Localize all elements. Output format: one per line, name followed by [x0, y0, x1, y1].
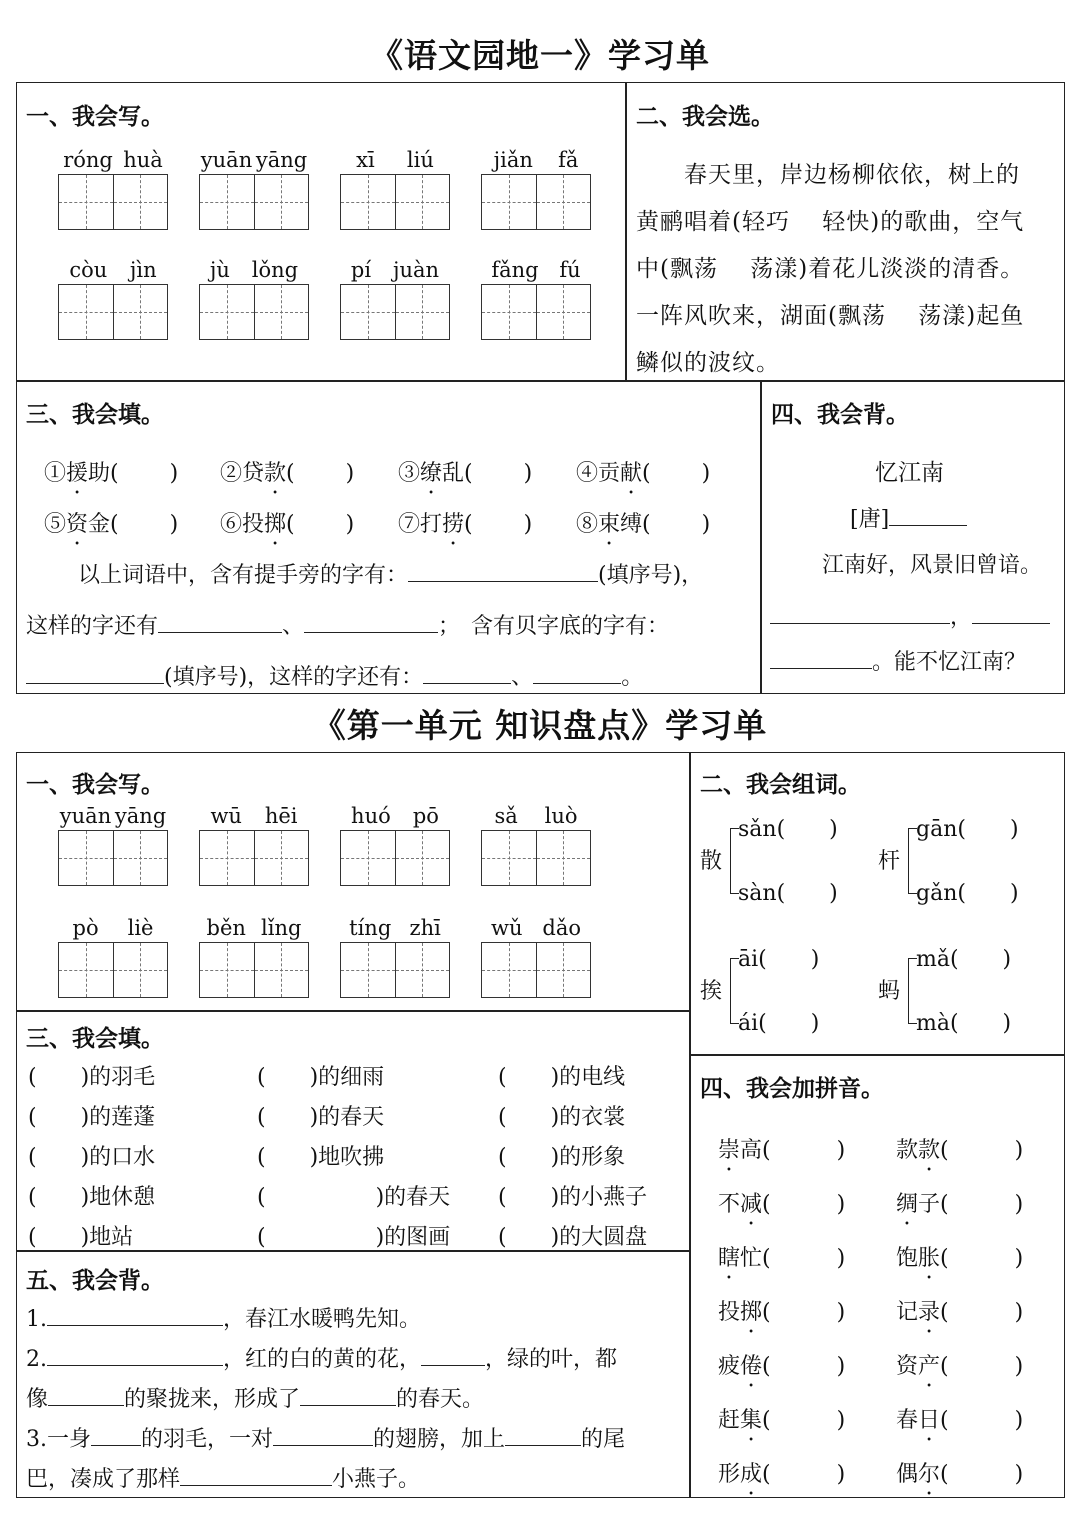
poem-line: 江南好，风景旧曾谙。 — [822, 553, 1043, 578]
dotted-char: 缭 — [420, 461, 443, 486]
dotted-char: 产 — [918, 1354, 941, 1379]
pinyin-syllable: pò — [72, 916, 99, 940]
dotted-char: 减 — [740, 1192, 763, 1217]
section-heading: 二、我会组词。 — [700, 771, 861, 798]
section-heading: 三、我会填。 — [26, 1025, 164, 1052]
answer-blank[interactable] — [770, 605, 950, 624]
answer-paren[interactable]: ( ) — [940, 1300, 1024, 1325]
recite-line-2 — [26, 1342, 617, 1373]
pinyin-syllable: yuān — [200, 148, 253, 172]
tianzige-box[interactable] — [481, 174, 591, 230]
text: ，绿的叶，都 — [485, 1347, 618, 1372]
author-blank[interactable] — [889, 507, 967, 526]
tianzige-box[interactable] — [340, 942, 450, 998]
tianzige-cell[interactable] — [59, 175, 113, 229]
text: ， — [950, 605, 973, 630]
tianzige-box[interactable] — [199, 284, 309, 340]
section-heading: 二、我会选。 — [636, 103, 774, 130]
tianzige-cell[interactable] — [59, 943, 113, 997]
word-char: 形 — [718, 1462, 741, 1487]
answer-paren[interactable]: ( ) — [940, 1354, 1024, 1379]
tianzige-box[interactable] — [199, 174, 309, 230]
reading-b[interactable]: ái( ) — [738, 1011, 820, 1036]
item-text: ② — [220, 461, 243, 486]
item-text: ⑧ — [576, 512, 599, 537]
answer-paren[interactable]: ( ) — [762, 1246, 846, 1271]
pinyin-syllable: yuān — [59, 804, 112, 828]
dotted-char: 集 — [740, 1408, 763, 1433]
recite-line-1 — [26, 1302, 421, 1333]
word-char: 投 — [718, 1300, 741, 1325]
answer-paren[interactable]: ( ) — [642, 461, 711, 486]
item-text: 贷 — [242, 461, 265, 486]
fill-line-1 — [78, 558, 703, 589]
pinyin-label — [199, 258, 309, 282]
answer-blank[interactable] — [158, 614, 282, 633]
word-char: 高 — [740, 1138, 763, 1163]
tianzige-cell[interactable] — [59, 831, 113, 885]
poem-title: 忆江南 — [875, 460, 944, 486]
pinyin-syllable: pí — [350, 258, 372, 282]
fill-item — [44, 507, 178, 538]
tianzige-box[interactable] — [199, 830, 309, 886]
base-char: 蚂 — [878, 979, 901, 1004]
pinyin-syllable: jù — [209, 258, 230, 282]
fill-phrase[interactable]: ( )地吹拂 — [257, 1145, 385, 1170]
pinyin-syllable: jiǎn — [493, 148, 533, 172]
pinyin-label — [340, 148, 450, 172]
pinyin-label — [340, 916, 450, 940]
tianzige-cell[interactable] — [536, 943, 591, 997]
answer-paren[interactable]: ( ) — [464, 512, 533, 537]
text: 。能不忆江南？ — [872, 650, 1027, 675]
pinyin-word — [896, 1457, 1023, 1488]
pinyin-word — [896, 1403, 1023, 1434]
pinyin-syllable: huà — [123, 148, 163, 172]
text: 、 — [511, 665, 534, 690]
tianzige-cell[interactable] — [395, 175, 450, 229]
text: 的聚拢来，形成了 — [124, 1387, 301, 1412]
pinyin-word — [896, 1349, 1023, 1380]
reading-a[interactable]: gān( ) — [916, 817, 1019, 842]
answer-blank[interactable] — [304, 614, 438, 633]
pinyin-syllable: lǐng — [261, 916, 302, 940]
answer-blank[interactable] — [26, 665, 164, 684]
dotted-char: 尔 — [918, 1462, 941, 1487]
pinyin-syllable: liú — [406, 148, 434, 172]
fill-item — [220, 456, 354, 487]
pinyin-label — [199, 916, 309, 940]
word-char: 款 — [896, 1138, 919, 1163]
fill-phrase[interactable]: ( )的细雨 — [257, 1065, 385, 1090]
pinyin-syllable: fú — [559, 258, 581, 282]
passage-line: 春天里，岸边杨柳依依，树上的 — [684, 162, 1020, 188]
text: 这样的字还有 — [26, 614, 159, 639]
answer-paren[interactable]: ( ) — [762, 1192, 846, 1217]
fill-phrase[interactable]: ( )的春天 — [257, 1185, 451, 1210]
pinyin-syllable: jìn — [129, 258, 157, 282]
tianzige-cell[interactable] — [200, 285, 254, 339]
dotted-char: 成 — [740, 1462, 763, 1487]
answer-blank[interactable] — [300, 1387, 396, 1406]
pinyin-syllable: còu — [69, 258, 108, 282]
text: (填序号)，这样的字还有： — [164, 665, 424, 690]
dotted-char: 献 — [620, 461, 643, 486]
text: 小燕子。 — [332, 1467, 421, 1492]
pinyin-word — [896, 1241, 1023, 1272]
fill-item — [576, 507, 710, 538]
reading-b[interactable]: sàn( ) — [738, 881, 838, 906]
item-text: 投 — [242, 512, 265, 537]
text: ，春江水暖鸭先知。 — [223, 1307, 422, 1332]
dotted-char: 掷 — [264, 512, 287, 537]
pinyin-label — [199, 804, 309, 828]
fill-line-2 — [26, 609, 669, 640]
section-heading: 五、我会背。 — [26, 1267, 164, 1294]
tianzige-cell[interactable] — [341, 943, 395, 997]
tianzige-cell[interactable] — [59, 285, 113, 339]
fill-item — [398, 456, 532, 487]
item-text: ④ — [576, 461, 599, 486]
answer-paren[interactable]: ( ) — [940, 1246, 1024, 1271]
tianzige-cell[interactable] — [482, 285, 536, 339]
pinyin-syllable: tíng — [349, 916, 392, 940]
pinyin-syllable: zhī — [409, 916, 441, 940]
tianzige-cell[interactable] — [254, 285, 309, 339]
pinyin-word — [718, 1133, 845, 1164]
pinyin-word — [896, 1133, 1023, 1164]
tianzige-cell[interactable] — [482, 831, 536, 885]
reading-a[interactable]: mǎ( ) — [916, 947, 1012, 972]
dotted-char: 款 — [918, 1138, 941, 1163]
item-text: ③ — [398, 461, 421, 486]
dotted-char: 束 — [598, 512, 621, 537]
poem-line — [770, 645, 1026, 676]
pinyin-word — [718, 1349, 845, 1380]
tianzige-cell[interactable] — [536, 175, 591, 229]
answer-paren[interactable]: ( ) — [762, 1462, 846, 1487]
tianzige-cell[interactable] — [341, 831, 395, 885]
fill-item — [220, 507, 354, 538]
fill-phrase[interactable]: ( )的小燕子 — [498, 1185, 648, 1210]
answer-blank[interactable] — [47, 1307, 223, 1326]
answer-paren[interactable]: ( ) — [110, 512, 179, 537]
pinyin-syllable: běn — [206, 916, 246, 940]
word-char: 子 — [918, 1192, 941, 1217]
word-char: 赶 — [718, 1408, 741, 1433]
item-text: 乱 — [442, 461, 465, 486]
fill-phrase[interactable]: ( )的电线 — [498, 1065, 626, 1090]
tianzige-cell[interactable] — [113, 831, 168, 885]
item-text: ① — [44, 461, 67, 486]
answer-paren[interactable]: ( ) — [642, 512, 711, 537]
answer-blank[interactable] — [421, 1347, 485, 1366]
answer-paren[interactable]: ( ) — [762, 1300, 846, 1325]
text: 的尾 — [581, 1427, 626, 1452]
pinyin-syllable: xī — [356, 148, 375, 172]
dotted-char: 掷 — [740, 1300, 763, 1325]
pinyin-syllable: huó — [351, 804, 391, 828]
fill-phrase[interactable]: ( )的形象 — [498, 1145, 626, 1170]
word-char: 忙 — [740, 1246, 763, 1271]
pinyin-word — [718, 1241, 845, 1272]
answer-blank[interactable] — [47, 1347, 223, 1366]
section-heading: 三、我会填。 — [26, 401, 164, 428]
tianzige-cell[interactable] — [482, 175, 536, 229]
pinyin-syllable: liè — [127, 916, 154, 940]
text: 2. — [26, 1347, 47, 1372]
tianzige-box[interactable] — [481, 942, 591, 998]
pinyin-label — [58, 804, 168, 828]
base-char: 散 — [700, 849, 723, 874]
section-heading: 四、我会背。 — [771, 401, 909, 428]
fill-line-3 — [26, 660, 643, 691]
answer-paren[interactable]: ( ) — [762, 1354, 846, 1379]
reading-b[interactable]: mà( ) — [916, 1011, 1012, 1036]
tianzige-box[interactable] — [58, 284, 168, 340]
text: 1. — [26, 1307, 47, 1332]
tianzige-cell[interactable] — [113, 175, 168, 229]
reading-a[interactable]: sǎn( ) — [738, 817, 838, 842]
tianzige-cell[interactable] — [341, 175, 395, 229]
worksheet-title-2: 《第一单元 知识盘点》学习单 — [312, 706, 768, 745]
tianzige-cell[interactable] — [395, 831, 450, 885]
pinyin-label — [481, 916, 591, 940]
answer-paren[interactable]: ( ) — [762, 1408, 846, 1433]
dotted-char: 胀 — [918, 1246, 941, 1271]
text: 以上词语中，含有提手旁的字有： — [78, 563, 409, 588]
dotted-char: 资 — [66, 512, 89, 537]
word-char: 饱 — [896, 1246, 919, 1271]
fill-phrase[interactable]: ( )地休憩 — [28, 1185, 156, 1210]
text: 的翅膀，加上 — [373, 1427, 506, 1452]
tianzige-box[interactable] — [481, 284, 591, 340]
pinyin-word — [718, 1403, 845, 1434]
fill-phrase[interactable]: ( )的口水 — [28, 1145, 156, 1170]
text: 3.一身 — [26, 1427, 91, 1452]
fill-phrase[interactable]: ( )的图画 — [257, 1225, 451, 1250]
tianzige-cell[interactable] — [254, 831, 309, 885]
item-text: 打 — [420, 512, 443, 537]
tianzige-cell[interactable] — [536, 831, 591, 885]
text: (填序号)， — [598, 563, 704, 588]
word-char: 不 — [718, 1192, 741, 1217]
word-char: 记 — [896, 1300, 919, 1325]
item-text: ⑦ — [398, 512, 421, 537]
answer-blank[interactable] — [533, 665, 621, 684]
answer-paren[interactable]: ( ) — [464, 461, 533, 486]
pinyin-syllable: fǎng — [491, 258, 539, 282]
word-char: 偶 — [896, 1462, 919, 1487]
item-text: 金 — [88, 512, 111, 537]
answer-blank[interactable] — [423, 665, 511, 684]
tianzige-box[interactable] — [340, 830, 450, 886]
dotted-char: 日 — [918, 1408, 941, 1433]
base-char: 杆 — [878, 849, 901, 874]
fill-item — [44, 456, 178, 487]
tianzige-box[interactable] — [58, 942, 168, 998]
pinyin-syllable: yāng — [255, 148, 308, 172]
recite-line-5 — [26, 1462, 420, 1493]
word-char: 春 — [896, 1408, 919, 1433]
pinyin-label — [199, 148, 309, 172]
word-char: 资 — [896, 1354, 919, 1379]
passage-line: 鳞似的波纹。 — [636, 350, 780, 376]
pinyin-word — [718, 1457, 845, 1488]
text: 。 — [621, 665, 644, 690]
pinyin-syllable: róng — [63, 148, 113, 172]
tianzige-cell[interactable] — [200, 831, 254, 885]
poem-author — [850, 502, 967, 533]
reading-a[interactable]: āi( ) — [738, 947, 820, 972]
tianzige-box[interactable] — [340, 174, 450, 230]
answer-paren[interactable]: ( ) — [286, 512, 355, 537]
answer-paren[interactable]: ( ) — [110, 461, 179, 486]
text: 、 — [282, 614, 305, 639]
tianzige-cell[interactable] — [200, 175, 254, 229]
answer-blank[interactable] — [91, 1427, 141, 1446]
recite-line-4 — [26, 1422, 625, 1453]
fill-phrase[interactable]: ( )的衣裳 — [498, 1105, 626, 1130]
fill-phrase[interactable]: ( )的春天 — [257, 1105, 385, 1130]
pinyin-label — [481, 804, 591, 828]
item-text: ⑥ — [220, 512, 243, 537]
fill-item — [576, 456, 710, 487]
pinyin-label — [481, 258, 591, 282]
answer-blank[interactable] — [505, 1427, 581, 1446]
dotted-char: 倦 — [740, 1354, 763, 1379]
answer-blank[interactable] — [408, 563, 598, 582]
text: ； 含有贝字底的字有： — [438, 614, 670, 639]
pinyin-syllable: sǎ — [494, 804, 518, 828]
tianzige-cell[interactable] — [482, 943, 536, 997]
pinyin-syllable: hēi — [264, 804, 298, 828]
dotted-char: 绸 — [896, 1192, 919, 1217]
pinyin-syllable: wǔ — [490, 916, 523, 940]
section-heading: 一、我会写。 — [26, 771, 164, 798]
reading-b[interactable]: gǎn( ) — [916, 881, 1019, 906]
pinyin-label — [340, 804, 450, 828]
answer-paren[interactable]: ( ) — [940, 1192, 1024, 1217]
pinyin-syllable: lǒng — [251, 258, 299, 282]
section-heading: 一、我会写。 — [26, 103, 164, 130]
pinyin-syllable: dǎo — [542, 916, 582, 940]
tianzige-box[interactable] — [58, 830, 168, 886]
tianzige-box[interactable] — [340, 284, 450, 340]
dotted-char: 崇 — [718, 1138, 741, 1163]
pinyin-label — [58, 258, 168, 282]
pinyin-syllable: fǎ — [558, 148, 579, 172]
recite-line-3 — [26, 1382, 484, 1413]
base-char: 挨 — [700, 979, 723, 1004]
text: 的羽毛，一对 — [141, 1427, 274, 1452]
answer-paren[interactable]: ( ) — [762, 1138, 846, 1163]
tianzige-box[interactable] — [58, 174, 168, 230]
fill-phrase[interactable]: ( )地站 — [28, 1225, 134, 1250]
answer-paren[interactable]: ( ) — [940, 1408, 1024, 1433]
tianzige-cell[interactable] — [113, 943, 168, 997]
section-heading: 四、我会加拼音。 — [700, 1075, 884, 1102]
pinyin-syllable: wū — [210, 804, 242, 828]
item-text: ⑤ — [44, 512, 67, 537]
dotted-char: 款 — [264, 461, 287, 486]
answer-paren[interactable]: ( ) — [940, 1462, 1024, 1487]
text: ，红的白的黄的花， — [223, 1347, 422, 1372]
pinyin-word — [718, 1187, 845, 1218]
answer-blank[interactable] — [180, 1467, 332, 1486]
pinyin-word — [896, 1295, 1023, 1326]
text: 的春天。 — [396, 1387, 485, 1412]
text: 巴，凑成了那样 — [26, 1467, 181, 1492]
choose-passage — [636, 152, 1024, 387]
tianzige-cell[interactable] — [536, 285, 591, 339]
poem-line — [770, 600, 1050, 631]
answer-blank[interactable] — [48, 1387, 124, 1406]
item-text: 贡 — [598, 461, 621, 486]
pinyin-word — [896, 1187, 1023, 1218]
pinyin-syllable: pō — [412, 804, 439, 828]
pinyin-label — [58, 916, 168, 940]
tianzige-cell[interactable] — [341, 285, 395, 339]
tianzige-cell[interactable] — [113, 285, 168, 339]
fill-item — [398, 507, 532, 538]
fill-phrase[interactable]: ( )的大圆盘 — [498, 1225, 648, 1250]
tianzige-cell[interactable] — [254, 943, 309, 997]
pinyin-label — [340, 258, 450, 282]
fill-phrase[interactable]: ( )的莲蓬 — [28, 1105, 156, 1130]
answer-blank[interactable] — [273, 1427, 373, 1446]
passage-line: 黄鹂唱着(轻巧 轻快)的歌曲，空气 — [636, 209, 1025, 235]
passage-line: 中(飘荡 荡漾)着花儿淡淡的清香。 — [636, 256, 1025, 282]
tianzige-cell[interactable] — [395, 943, 450, 997]
worksheet-title-1: 《语文园地一》学习单 — [370, 36, 710, 75]
tianzige-cell[interactable] — [254, 175, 309, 229]
pinyin-label — [481, 148, 591, 172]
item-text: 缚 — [620, 512, 643, 537]
tianzige-cell[interactable] — [200, 943, 254, 997]
answer-paren[interactable]: ( ) — [940, 1138, 1024, 1163]
fill-phrase[interactable]: ( )的羽毛 — [28, 1065, 156, 1090]
pinyin-syllable: yāng — [114, 804, 167, 828]
dotted-char: 录 — [918, 1300, 941, 1325]
word-char: 疲 — [718, 1354, 741, 1379]
answer-blank[interactable] — [770, 650, 872, 669]
pinyin-syllable: juàn — [392, 258, 440, 282]
tianzige-cell[interactable] — [395, 285, 450, 339]
dynasty: [唐] — [850, 507, 890, 532]
answer-paren[interactable]: ( ) — [286, 461, 355, 486]
answer-blank[interactable] — [972, 605, 1050, 624]
passage-line: 一阵风吹来，湖面(飘荡 荡漾)起鱼 — [636, 303, 1025, 329]
dotted-char: 瞎 — [718, 1246, 741, 1271]
dotted-char: 援 — [66, 461, 89, 486]
item-text: 助 — [88, 461, 111, 486]
pinyin-word — [718, 1295, 845, 1326]
tianzige-box[interactable] — [199, 942, 309, 998]
pinyin-label — [58, 148, 168, 172]
pinyin-syllable: luò — [544, 804, 578, 828]
dotted-char: 捞 — [442, 512, 465, 537]
tianzige-box[interactable] — [481, 830, 591, 886]
text: 像 — [26, 1387, 49, 1412]
